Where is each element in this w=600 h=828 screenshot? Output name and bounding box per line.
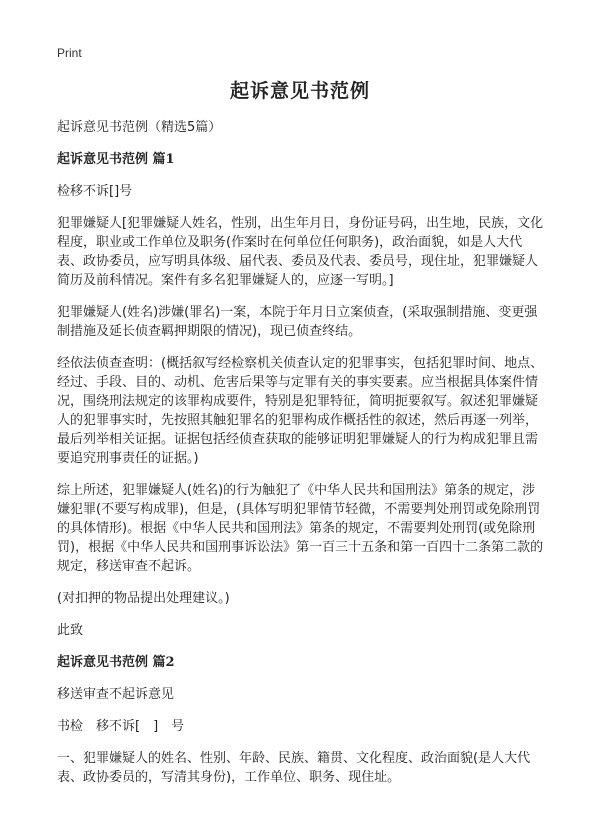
seized-items-note: (对扣押的物品提出处理建议。) [57,591,230,606]
form-title-line: 移送审查不起诉意见 [57,687,175,702]
document-subtitle: 起诉意见书范例（精选5篇） [57,120,222,135]
case-filing-paragraph: 犯罪嫌疑人(姓名)涉嫌(罪名)一案，本院于年月日立案侦查，(采取强制措施、变更强制措施及延长侦查羁押期限的情况)，现已侦查终结。 [57,305,538,339]
document-body [57,118,547,800]
salutation: 此致 [57,623,84,638]
conclusion-paragraph: 综上所述，犯罪嫌疑人(姓名)的行为触犯了《中华人民共和国刑法》第条的规定，涉嫌犯罪(不要写构成罪)，但是，(具体写明犯罪情节轻微，不需要判处刑罚或免除刑罚的具体情形)。根据《中华人民共和国刑法》第条的规定，不需要判处刑罚(或免除刑罚)，根据《中华人民共和国刑事诉讼法》第一百三十五条和第一百四十二条第二款的规定，移送审查不起诉。 [57,483,544,574]
print-link[interactable]: Print [57,46,82,60]
section-2 [57,653,547,787]
section-1 [57,150,547,640]
suspect-info-paragraph: 犯罪嫌疑人[犯罪嫌疑人姓名，性别，出生年月日，身份证号码，出生地，民族，文化程度，职业或工作单位及职务(作案时在何单位任何职务)，政治面貌，如是人大代表、政协委员，应写明具体级、届代表、委员及代表、委员号，现住址，犯罪嫌疑人简历及前科情况。案件有多名犯罪嫌疑人的，应逐一写明。] [57,216,544,288]
case-number-line: 书检 移不诉[ ] 号 [57,719,185,734]
document-title: 起诉意见书范例 [229,80,370,102]
section-heading: 起诉意见书范例 篇1 [57,152,175,167]
section-heading: 起诉意见书范例 篇2 [57,655,175,670]
suspect-details-paragraph: 一、犯罪嫌疑人的姓名、性别、年龄、民族、籍贯、文化程度、政治面貌(是人大代表、政协委员的，写清其身份)，工作单位、职务、现住址。 [57,751,531,785]
case-number-line: 检移不诉[]号 [57,184,133,199]
investigation-findings-paragraph: 经依法侦查查明：(概括叙写经检察机关侦查认定的犯罪事实，包括犯罪时间、地点、经过、手段、目的、动机、危害后果等与定罪有关的事实要素。应当根据具体案件情况，围绕刑法规定的该罪构成要件，特别是犯罪特征，简明扼要叙写。叙述犯罪嫌疑人的犯罪事实时，先按照其触犯罪名的犯罪构成作概括性的叙述，然后再逐一列举，最后列举相关证据。证据包括经侦查获取的能够证明犯罪嫌疑人的行为构成犯罪且需要追究刑事责任的证据。) [57,356,544,466]
